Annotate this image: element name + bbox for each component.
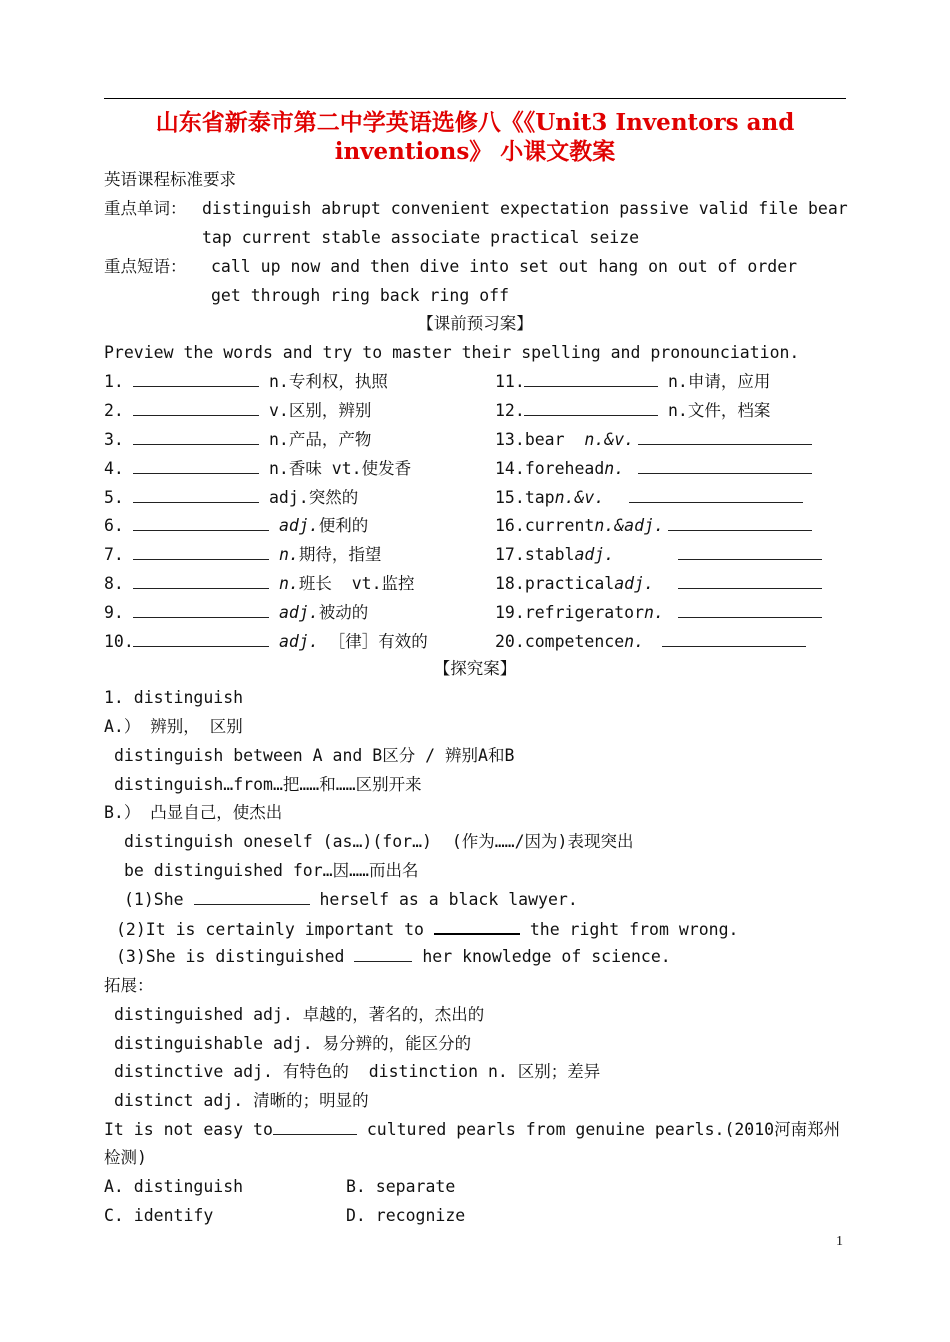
vocab-definition: n.班长 vt.监控 (279, 574, 415, 593)
usage-line: distinguish oneself (as…)(for…) (作为……/因为)表现突出 (124, 832, 634, 851)
item-number: 1. (104, 372, 124, 391)
vocab-item: 16.currentn.&adj. (495, 516, 664, 535)
expansion-line: distinguished adj. 卓越的，著名的，杰出的 (114, 1005, 485, 1024)
answer-blank[interactable] (133, 545, 269, 565)
answer-blank[interactable] (434, 919, 520, 935)
vocab-item (104, 516, 124, 536)
usage-line: distinguish between A and B区分 / 辨别A和B (114, 746, 515, 765)
answer-blank[interactable] (133, 372, 259, 392)
answer-blank[interactable] (662, 632, 806, 652)
answer-blank[interactable] (678, 545, 822, 565)
vocab-item: 15.tapn.&v. (495, 488, 605, 507)
option-a[interactable]: A. distinguish (104, 1177, 244, 1196)
option-d[interactable]: D. recognize (346, 1206, 466, 1225)
answer-blank[interactable] (273, 1120, 357, 1135)
key-words-line-1: distinguish abrupt convenient expectation passive valid file bear (202, 199, 848, 218)
vocab-item (104, 603, 124, 623)
quiz-question-source: 检测) (104, 1148, 147, 1167)
key-phrases-line-1: call up now and then dive into set out hang on out of order (211, 257, 798, 276)
vocab-item: 19.refrigeratorn. (495, 603, 664, 622)
item-number: 5. (104, 488, 124, 507)
usage-line: distinguish…from…把……和……区别开来 (114, 775, 422, 794)
answer-blank[interactable] (678, 603, 822, 623)
item-number: 8. (104, 574, 124, 593)
explore-heading: 【探究案】 (433, 659, 517, 678)
answer-blank[interactable] (133, 488, 259, 508)
title-line-2: inventions》 小课文教案 (334, 138, 616, 165)
answer-blank[interactable] (524, 401, 658, 421)
vocab-item (104, 430, 124, 450)
vocab-definition: adj. ［律］有效的 (279, 632, 428, 651)
item-number: 4. (104, 459, 124, 478)
item-number: 7. (104, 545, 124, 564)
exercise-3: (3)She is distinguished her knowledge of science. (116, 947, 671, 966)
expansion-line: distinct adj. 清晰的；明显的 (114, 1091, 369, 1110)
vocab-definition: n.文件，档案 (668, 401, 771, 420)
vocab-definition: n.产品，产物 (269, 430, 372, 449)
vocab-definition: n.香味 vt.使发香 (269, 459, 412, 478)
exercise-1: (1)She herself as a black lawyer. (124, 890, 578, 909)
vocab-item: 11. (495, 372, 525, 391)
vocab-item (104, 459, 124, 479)
answer-blank[interactable] (133, 632, 269, 652)
item-number: 6. (104, 516, 124, 535)
exercise-2: (2)It is certainly important to the right from wrong. (116, 920, 739, 939)
answer-blank[interactable] (678, 574, 822, 594)
preview-heading: 【课前预习案】 (417, 314, 533, 333)
answer-blank[interactable] (354, 947, 412, 962)
vocab-definition: adj.被动的 (279, 603, 369, 622)
answer-blank[interactable] (133, 516, 269, 536)
vocab-item (104, 401, 124, 421)
meaning-a-heading: A.） 辨别， 区别 (104, 717, 243, 736)
page-number: 1 (836, 1234, 843, 1249)
vocab-definition: n.专利权，执照 (269, 372, 388, 391)
vocab-item (104, 545, 124, 565)
vocab-item: 17.stabladj. (495, 545, 615, 564)
answer-blank[interactable] (133, 574, 269, 594)
quiz-question: It is not easy to cultured pearls from genuine pearls.(2010河南郑州 (104, 1120, 841, 1139)
usage-line: be distinguished for…因……而出名 (124, 861, 419, 880)
expansion-line: distinguishable adj. 易分辨的，能区分的 (114, 1034, 472, 1053)
vocab-item (104, 574, 124, 594)
expansion-line: distinctive adj. 有特色的 distinction n. 区别；差异 (114, 1062, 601, 1081)
answer-blank[interactable] (638, 459, 812, 479)
header-rule (104, 98, 846, 99)
key-words-line-2: tap current stable associate practical seize (202, 228, 640, 247)
vocab-item (104, 372, 124, 392)
vocab-definition: adj.突然的 (269, 488, 359, 507)
item-number: 9. (104, 603, 124, 622)
key-words-label: 重点单词： (104, 199, 187, 218)
key-phrases-label: 重点短语： (104, 257, 187, 276)
meaning-b-heading: B.） 凸显自己，使杰出 (104, 803, 283, 822)
answer-blank[interactable] (194, 890, 310, 905)
item-number: 3. (104, 430, 124, 449)
item-number: 10. (104, 632, 134, 651)
vocab-item: 20.competencen. (495, 632, 645, 651)
vocab-definition: v.区别，辨别 (269, 401, 372, 420)
answer-blank[interactable] (524, 372, 658, 392)
option-b[interactable]: B. separate (346, 1177, 456, 1196)
vocab-item: 12. (495, 401, 525, 420)
title-line-1: 山东省新泰市第二中学英语选修八《《Unit3 Inventors and (155, 109, 795, 136)
vocab-item: 18.practicaladj. (495, 574, 654, 593)
vocab-definition: n.期待，指望 (279, 545, 382, 564)
option-c[interactable]: C. identify (104, 1206, 214, 1225)
answer-blank[interactable] (133, 401, 259, 421)
item-number: 2. (104, 401, 124, 420)
answer-blank[interactable] (638, 430, 812, 450)
answer-blank[interactable] (133, 430, 259, 450)
item-distinguish: 1. distinguish (104, 688, 244, 707)
standards-heading: 英语课程标准要求 (104, 170, 236, 189)
vocab-definition: n.申请，应用 (668, 372, 771, 391)
expansion-heading: 拓展： (104, 976, 154, 995)
answer-blank[interactable] (629, 488, 803, 508)
answer-blank[interactable] (133, 459, 259, 479)
vocab-definition: adj.便利的 (279, 516, 369, 535)
vocab-item (104, 632, 134, 652)
vocab-item: 14.foreheadn. (495, 459, 625, 478)
answer-blank[interactable] (668, 516, 812, 536)
vocab-item: 13.bear n.&v. (495, 430, 635, 449)
vocab-item (104, 488, 124, 508)
preview-instruction: Preview the words and try to master their spelling and pronounciation. (104, 343, 800, 362)
key-phrases-line-2: get through ring back ring off (211, 286, 510, 305)
answer-blank[interactable] (133, 603, 269, 623)
